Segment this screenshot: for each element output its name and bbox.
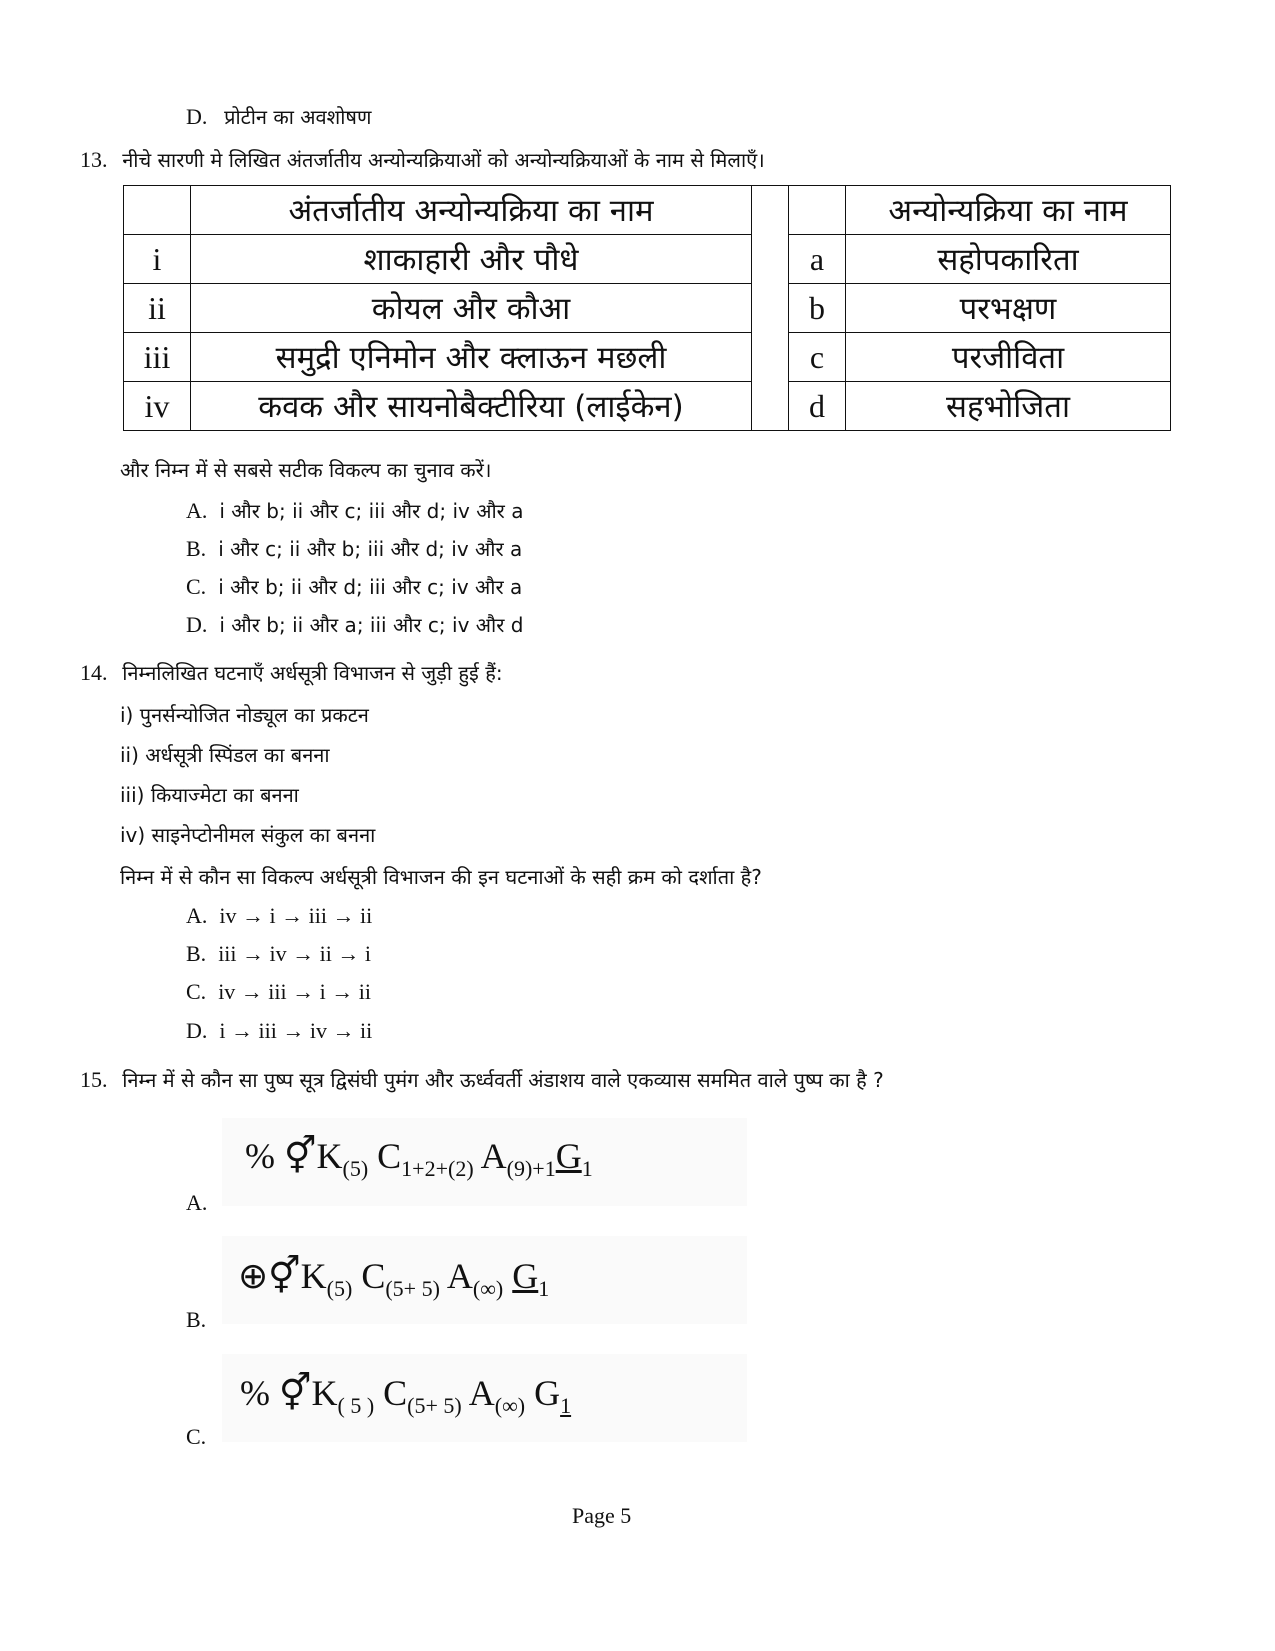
row-num: iv [124,382,191,431]
q14-option-d[interactable] [186,1018,372,1044]
symmetry-sex-symbols: % ⚥ [245,1136,317,1176]
row-letter: a [789,235,846,284]
question-text: निम्नलिखित घटनाएँ अर्धसूत्री विभाजन से जुड़ी हुई हैं: [122,661,503,685]
row-letter: d [789,382,846,431]
q12-option-d [186,103,371,130]
row-right: सहोपकारिता [846,235,1171,284]
table-row [124,284,1171,333]
floral-formula-c: % $⚥K_{( 5 )}$ $C_{(5+ 5)}$ $A_{(\infty)}$ $G_1$ [240,1373,572,1419]
row-left: कवक और सायनोबैक्टीरिया (लाईकेन) [191,382,752,431]
option-label: A. [186,498,208,523]
left-header: अंतर्जातीय अन्योन्यक्रिया का नाम [191,186,752,235]
right-header: अन्योन्यक्रिया का नाम [846,186,1171,235]
calyx-count: (5) [326,1276,353,1302]
option-label: D. [186,104,208,129]
q13-instruction: और निम्न में से सबसे सटीक विकल्प का चुनाव करें। [120,458,492,482]
q13-option-d[interactable] [186,611,523,638]
q14-option-c[interactable] [186,979,371,1005]
table-row [124,333,1171,382]
androecium-count: (∞) [494,1393,526,1419]
row-letter: b [789,284,846,333]
question-number: 14. [80,660,108,685]
calyx-count: ( 5 ) [337,1393,375,1419]
q14-option-a[interactable] [186,903,372,929]
option-label: C. [186,574,207,599]
row-num: iii [124,333,191,382]
matching-table [123,185,1171,431]
option-text: i और b; ii और d; iii और c; iv और a [218,575,523,599]
q13-option-a[interactable] [186,497,523,524]
corolla-count: (5+ 5) [407,1393,462,1419]
option-label: D. [186,1018,208,1043]
row-left: समुद्री एनिमोन और क्लाऊन मछली [191,333,752,382]
option-label: B. [186,941,207,966]
row-right: परभक्षण [846,284,1171,333]
gynoecium-count: 1 [560,1393,572,1419]
corolla-count: 1+2+(2) [401,1156,474,1182]
question-15 [80,1066,884,1093]
gynoecium-count: 1 [581,1156,593,1182]
option-text: i और b; ii और a; iii और c; iv और d [219,613,524,637]
event-iv: iv) साइनेप्टोनीमल संकुल का बनना [120,823,376,847]
q13-option-b[interactable] [186,535,522,562]
table-row [124,235,1171,284]
question-number: 15. [80,1067,108,1092]
row-num: ii [124,284,191,333]
symmetry-sex-symbols: % ⚥ [240,1373,312,1413]
table-row [124,382,1171,431]
corolla-count: (5+ 5) [385,1276,440,1302]
question-13 [80,146,765,173]
option-label: C. [186,979,207,1004]
androecium-count: (∞) [472,1276,504,1302]
floral-formula-a: % $⚥K_{(5)}$ $C_{1+2+(2)}$ $A_{(9)+1}G_1$ [245,1136,593,1182]
q15-option-a-label[interactable]: A. [186,1190,208,1215]
floral-formula-b: $\oplus⚥K_{(5)}$ $C_{(5+ 5)}$ $A_{(\infty)}$ $G_1$ [238,1256,550,1302]
q13-option-c[interactable] [186,573,522,600]
q15-option-c-label[interactable]: C. [186,1424,207,1449]
q14-question: निम्न में से कौन सा विकल्प अर्धसूत्री विभाजन की इन घटनाओं के सही क्रम को दर्शाता है? [120,865,762,889]
option-text: i और b; ii और c; iii और d; iv और a [219,499,524,523]
question-text: नीचे सारणी मे लिखित अंतर्जातीय अन्योन्यक्रियाओं को अन्योन्यक्रियाओं के नाम से मिलाएँ। [122,148,765,172]
question-14 [80,659,503,686]
option-text: iii → iv → ii → i [218,941,371,966]
option-text: प्रोटीन का अवशोषण [224,105,372,129]
table-header-row [124,186,1171,235]
question-text: निम्न में से कौन सा पुष्प सूत्र द्विसंघी पुमंग और ऊर्ध्ववर्ती अंडाशय वाले एकव्यास सममित वाले पुष्प का है ? [122,1068,884,1092]
option-label: D. [186,612,208,637]
symmetry-sex-symbols: ⊕⚥ [238,1256,301,1296]
row-right: परजीविता [846,333,1171,382]
row-left: शाकाहारी और पौधे [191,235,752,284]
page-number: Page 5 [572,1503,632,1528]
row-left: कोयल और कौआ [191,284,752,333]
option-text: iv → i → iii → ii [219,903,373,928]
gynoecium-count: 1 [538,1276,550,1302]
option-label: B. [186,536,207,561]
androecium-count: (9)+1 [506,1156,556,1182]
row-num: i [124,235,191,284]
option-text: i → iii → iv → ii [219,1018,373,1043]
event-iii: iii) कियाज्मेटा का बनना [120,783,299,807]
option-text: i और c; ii और b; iii और d; iv और a [218,537,523,561]
row-letter: c [789,333,846,382]
event-i: i) पुनर्सन्योजित नोड्यूल का प्रकटन [120,703,369,727]
q14-option-b[interactable] [186,941,371,967]
option-text: iv → iii → i → ii [218,979,371,1004]
calyx-count: (5) [342,1156,369,1182]
q15-option-b-label[interactable]: B. [186,1307,207,1332]
row-right: सहभोजिता [846,382,1171,431]
question-number: 13. [80,147,108,172]
option-label: A. [186,903,208,928]
column-separator [752,186,789,431]
event-ii: ii) अर्धसूत्री स्पिंडल का बनना [120,743,330,767]
